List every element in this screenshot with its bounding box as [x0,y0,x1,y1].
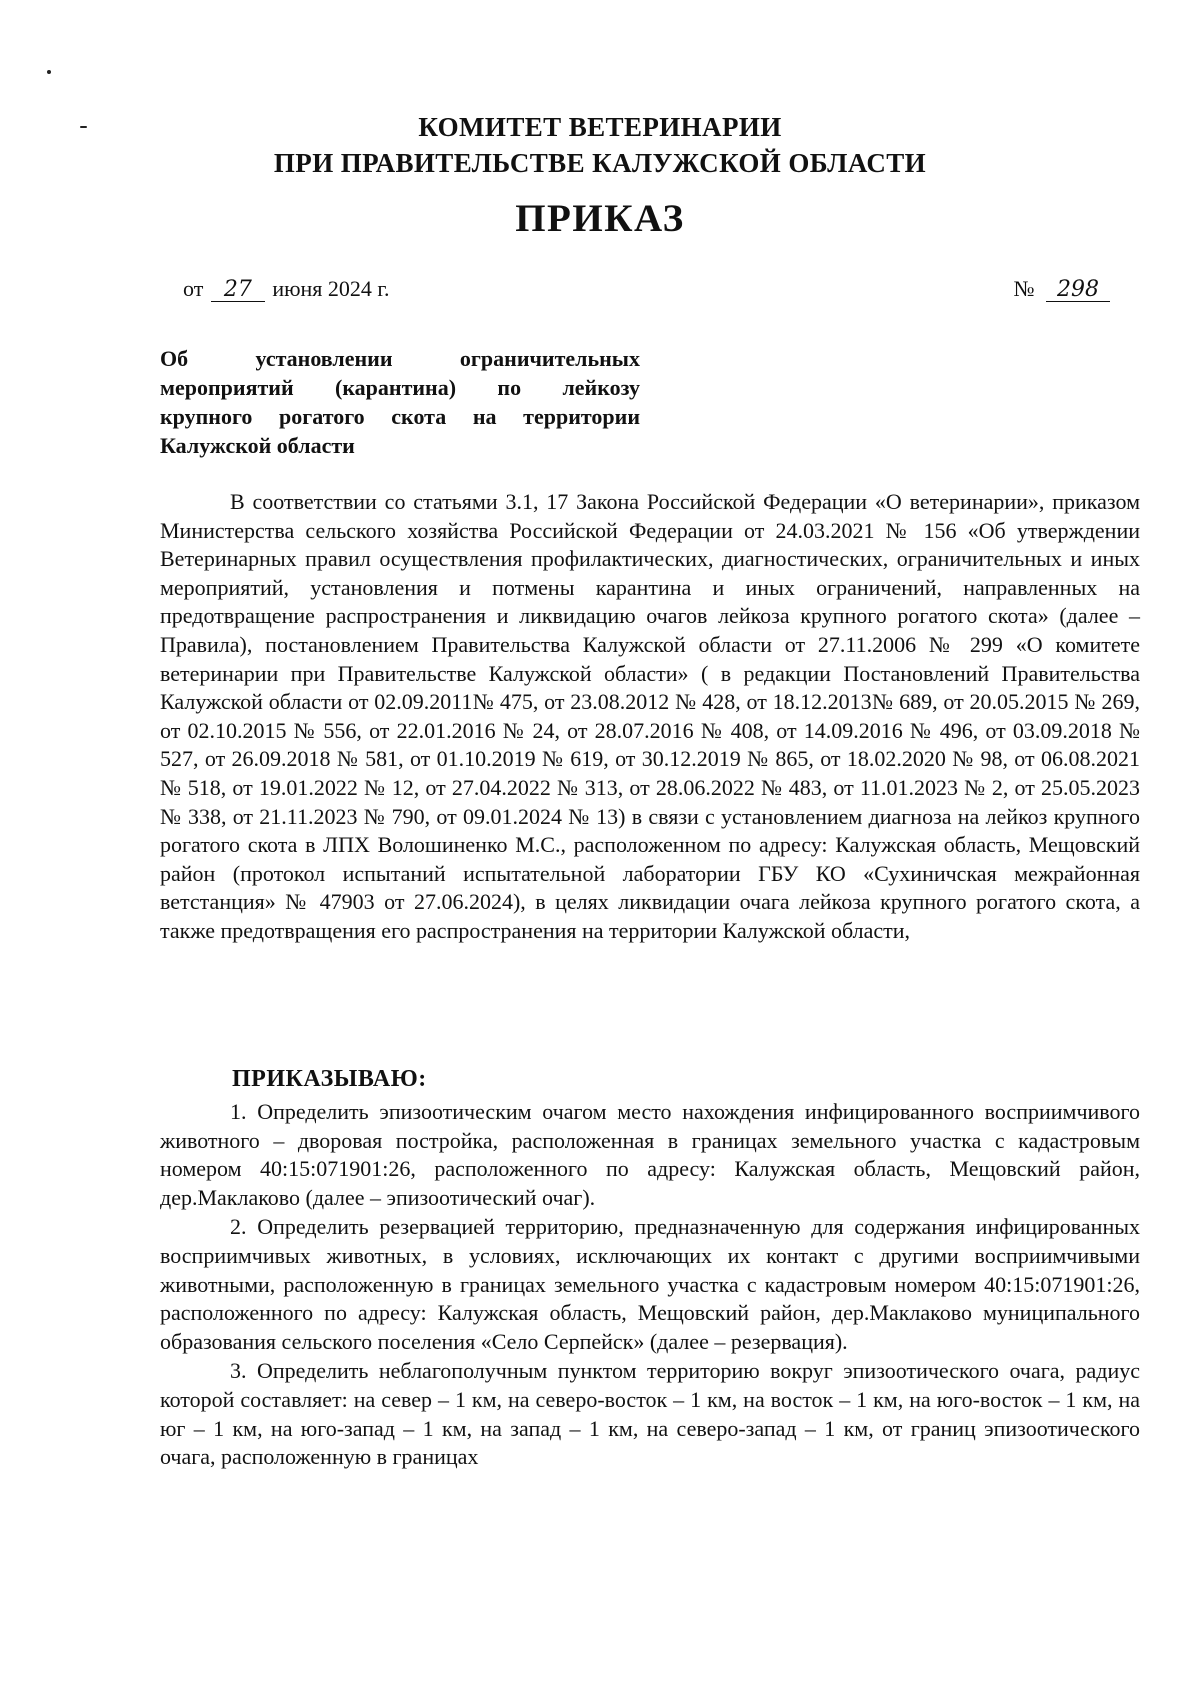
preamble-paragraph: В соответствии со статьями 3.1, 17 Закона Российской Федерации «О ветеринарии», приказом Министерства сельского хозяйства Российской Федерации от 24.03.2021 № 156 «Об утверждении Ветеринарных правил осуществления профилактических, диагностических, ограничительных и иных мероприятий, установления и потмены карантина и иных ограничений, направленных на предотвращение распространения и ликвидацию очагов лейкоза крупного рогатого скота» (далее – Правила), постановлением Правительства Калужской области от 27.11.2006 № 299 «О комитете ветеринарии при Правительстве Калужской области» ( в редакции Постановлений Правительства Калужской области от 02.09.2011№ 475, от 23.08.2012 № 428, от 18.12.2013№ 689, от 20.05.2015 № 269, от 02.10.2015 № 556, от 22.01.2016 № 24, от 28.07.2016 № 408, от 14.09.2016 № 496, от 03.09.2018 № 527, от 26.09.2018 № 581, от 01.10.2019 № 619, от 30.12.2019 № 865, от 18.02.2020 № 98, от 06.08.2021 № 518, от 19.01.2022 № 12, от 27.04.2022 № 313, от 28.06.2022 № 483, от 11.01.2023 № 2, от 25.05.2023 № 338, от 21.11.2023 № 790, от 09.01.2024 № 13) в связи с установлением диагноза на лейкоз крупного рогатого скота в ЛПХ Волошиненко М.С., расположенном по адресу: Калужская область, Мещовский район (протокол испытаний испытательной лаборатории ГБУ КО «Сухиничская межрайонная ветстанция» № 47903 от 27.06.2024), в целях ликвидации очага лейкоза крупного рогатого скота, а также предотвращения его распространения на территории Калужской области, [160,489,1140,943]
order-item: 2. Определить резервацией территорию, предназначенную для содержания инфицированных восприимчивых животных, в условиях, исключающих их контакт с другими восприимчивыми животными, расположенную в границах земельного участка с кадастровым номером 40:15:071901:26, расположенного по адресу: Калужская область, Мещовский район, дер.Маклаково муниципального образования сельского поселения «Село Серпейск» (далее – резервация). [160,1214,1140,1354]
document-date [183,276,389,302]
subject-line: Калужской области [160,433,355,458]
document-type-title: ПРИКАЗ [515,197,685,240]
document-subject [160,344,640,460]
organization-name-line1: КОМИТЕТ ВЕТЕРИНАРИИ [418,112,782,142]
preamble [160,488,1140,946]
subject-line: Об установлении ограничительных [160,346,640,371]
organization-name-line2: ПРИ ПРАВИТЕЛЬСТВЕ КАЛУЖСКОЙ ОБЛАСТИ [273,148,927,178]
order-item: 3. Определить неблагополучным пунктом территорию вокруг эпизоотического очага, радиус которой составляет: на север – 1 км, на северо-восток – 1 км, на восток – 1 км, на юго-восток – 1 км, на юг – 1 км, на юго-запад – 1 км, на запад – 1 км, на северо-запад – 1 км, от границ эпизоотического очага, расположенную в границах [160,1358,1140,1470]
date-prefix: от [183,276,204,301]
document-number [1014,276,1111,302]
subject-line: крупного рогатого скота на территории [160,404,640,429]
number-prefix: № [1013,276,1035,301]
handwritten-date-day: 27 [211,279,265,302]
order-item: 1. Определить эпизоотическим очагом место нахождения инфицированного восприимчивого животного – дворовая постройка, расположенная в границах земельного участка с кадастровым номером 40:15:071901:26, расположенного по адресу: Калужская область, Мещовский район, дер.Маклаково (далее – эпизоотический очаг). [160,1099,1140,1210]
subject-line: мероприятий (карантина) по лейкозу [160,375,640,400]
scan-speck [47,70,51,74]
handwritten-document-number: 298 [1046,279,1110,302]
date-month-year: июня 2024 г. [272,276,390,301]
order-keyword: ПРИКАЗЫВАЮ: [232,1066,427,1092]
order-items [160,1098,1140,1473]
